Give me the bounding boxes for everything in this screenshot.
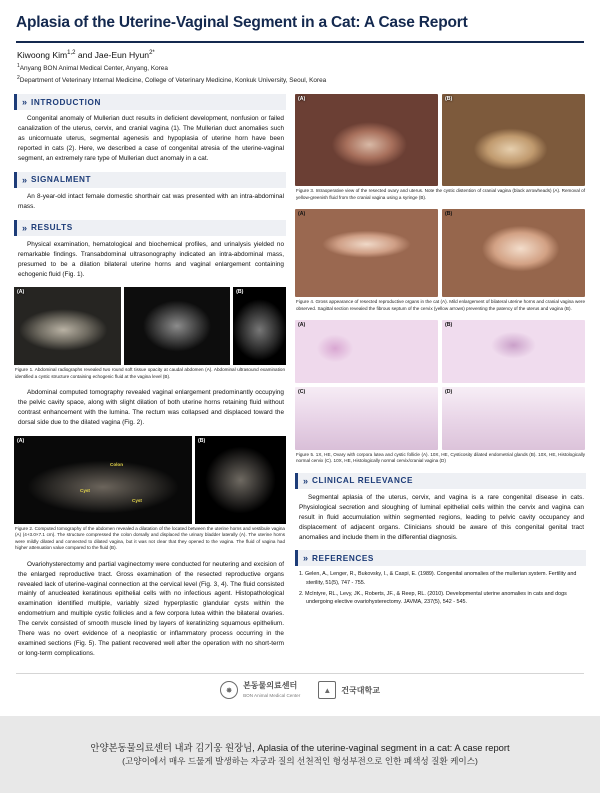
section-title-results: RESULTS: [31, 223, 73, 233]
results-paragraph-1: Physical examination, hematological and biochemical profiles, and urinalysis yielded no remarkable findings. Transabdominal ultrasonography indicated an intra-abdominal mass, presumed to be a dilation bilateral uterine horns and vaginal enlargement containing echogenic fluid (Fig. 1).: [18, 240, 284, 278]
page-caption-line-2: (고양이에서 매우 드물게 발생하는 자궁과 질의 선천적인 형성부전으로 인한 폐색성 질환 케이스): [122, 756, 478, 767]
affiliation-2-sup: 2: [17, 74, 20, 81]
reference-item: 2. McIntyre, RL., Levy, JK., Roberts, JF., & Reep, RL. (2010). Developmental uterine anomalies in cats and dogs undergoing elective ovariohysterectomy. JAVMA, 237(5), 542 - 545.: [299, 590, 567, 605]
right-column: [295, 94, 586, 667]
figure-2: [14, 436, 286, 524]
chevron-right-icon: »: [303, 553, 308, 564]
figure-5-histology-b: [442, 320, 585, 383]
reference-item: 1. Gelen, A., Lenger, R., Bukovsky, I., & Caspi, E. (1989). Congenital anomalies of the mullerian system. Fertility and sterility, 51(5), 747 - 755.: [299, 571, 577, 586]
figure-4-gross-a: [295, 209, 438, 297]
results-paragraph-3: Ovariohysterectomy and partial vaginectomy were conducted for neutering and excision of the enlarged reproductive tract. Gross examination of the resected reproductive organs revealed lack of uterine-vaginal connection at the cervical level (Fig. 3, 4). The fluid consisted mainly of anucleated keratinous epithelial cells with no infectious agent. Histopathological examination identified multiple, variably sized hyperplastic glandular cysts within the endometrium and multiple cystic follicles and a few corpora lutea within the bilateral ovaries. The cervix consisted of smooth muscle lined by layers of keratinizing squamous epithelium. There was no overt evidence of a neoplastic or inflammatory process occurring in the examined sections (Fig. 5). The patient recovered well after the operation with no short-term or long-term complications.: [18, 560, 284, 657]
figure-3-label-b: (B): [445, 96, 453, 103]
figure-1: [14, 287, 286, 365]
figure-2-ct-sagittal: [14, 436, 192, 524]
signalment-text: An 8-year-old intact female domestic shorthair cat was presented with an intra-abdominal mass.: [18, 192, 284, 210]
figure-4-caption: Figure 4. Gross appearance of resected reproductive organs in the cat (A). Mild enlargement of bilateral uterine horns and cranial vagina were observed. Sagittal section revealed the fibrous septum of the cervix (yellow arrows) preventing the patency of the uterus and vagina (B).: [296, 299, 585, 311]
chevron-right-icon: »: [22, 174, 27, 185]
chevron-right-icon: »: [22, 97, 27, 108]
figure-5-label-b: (B): [445, 322, 453, 329]
clinical-relevance-text: Segmental aplasia of the uterus, cervix, and vagina is a rare congenital disease in cats. Physiological secretion and sloughing of luminal epithelial cells within the cervix and vagina can result in fluid accumulation within segmented regions, leading to pelvic cavity occupancy and displacement of adjacent organs. Clinicians should be aware of this congenital genital tract anomalies and include them in the differential diagnosis.: [299, 493, 584, 541]
logo-bon-animal-medical-center: [220, 681, 300, 699]
figure-4-label-a: (A): [298, 211, 306, 218]
author-1-sup: 1,2: [67, 49, 76, 56]
section-header-references: [295, 550, 586, 566]
figure-2-caption: Figure 2. Computed tomography of the abdomen revealed a dilatation of the located between the uterine horns and vestibule vagina (A) (4+3.0×7.1 cm). The structure compressed the colon dorsally and displaced the urinary bladder laterally (A). The uterine horns were mildly dilated and connected to dilated vagina, but it was not clear that they opened to the vagina. The fluid of vagina had higher attenuation value compared to the fluid (B).: [15, 526, 285, 551]
figure-2-ct-transverse: [195, 436, 286, 524]
page-caption-line-1: 안양본동물의료센터 내과 김기웅 원장님, Aplasia of the uterine-vaginal segment in a cat: A case report: [90, 742, 510, 753]
figure-5: [295, 320, 586, 450]
logo-konkuk-label: 건국대학교: [341, 685, 380, 695]
figure-2-label-a: (A): [17, 438, 25, 445]
chevron-right-icon: »: [303, 475, 308, 486]
paw-icon: ✸: [220, 681, 238, 699]
figure-4-gross-b: [442, 209, 585, 297]
figure-3-caption: Figure 3. Intraoperative view of the resected ovary and uterus. Note the cystic distention of cranial vagina (black arrowheads) (A). Removal of yellow-greenish fluid from the cranial vagina using a syringe (B).: [296, 188, 585, 200]
page-caption-bar: [0, 716, 600, 793]
logo-bon-label: [243, 681, 300, 699]
chevron-right-icon: »: [22, 222, 27, 233]
figure-5-label-c: (C): [298, 389, 306, 396]
results-paragraph-2: Abdominal computed tomography revealed vaginal enlargement predominantly occupying the pelvic cavity space, along with slight dilation of both uterine horns retaining fluid without contrast enhancement with the lumina. The rectum was collapsed and displaced toward the dorsal side due to the dilated vagina (Fig. 2).: [18, 389, 284, 427]
section-header-results: [14, 220, 286, 236]
page-title: Aplasia of the Uterine-Vaginal Segment in a Cat: A Case Report: [16, 14, 468, 31]
section-header-clinical-relevance: [295, 473, 586, 489]
author-1: Kiwoong Kim: [17, 49, 68, 60]
reference-list: [299, 570, 584, 605]
figure-5-histology-c: [295, 387, 438, 450]
author-list: [17, 50, 586, 60]
section-title-introduction: INTRODUCTION: [31, 97, 101, 107]
figure-5-label-d: (D): [445, 389, 453, 396]
figure-1-ultrasound: [233, 287, 286, 365]
affiliation-1-text: Anyang BON Animal Medical Center, Anyang, Korea: [19, 64, 168, 72]
figure-1-radiograph-lateral: [14, 287, 121, 365]
figure-1-label-a: (A): [17, 289, 25, 296]
footer-logos: [16, 673, 584, 703]
section-title-clinical-relevance: CLINICAL RELEVANCE: [312, 476, 414, 486]
affiliation-1: [17, 63, 586, 74]
figure-3-label-a: (A): [298, 96, 306, 103]
section-title-signalment: SIGNALMENT: [31, 175, 92, 185]
shield-icon: ▲: [318, 681, 336, 699]
figure-1-caption: Figure 1. Abdominal radiographs revealed two round soft tissue opacity at caudal abdomen (A). Abdominal ultrasound examination identified a cystic structure containing echogenic fluid at the vagina level (B).: [15, 367, 285, 379]
affiliation-1-sup: 1: [17, 62, 20, 69]
section-header-signalment: [14, 172, 286, 188]
logo-bon-korean: 본동물의료센터: [243, 680, 298, 690]
figure-5-caption: Figure 5. 1X, HE, Ovary with corpora lutea and cystic follicle (A). 10X, HE, Cysticosity dilated endometrial glands (B). 10X, HE, Histologically normal cervix (C). 10X, HE, Histologically normal cervix/cranial vagina (D): [296, 452, 585, 464]
section-header-introduction: [14, 94, 286, 110]
introduction-text: Congenital anomaly of Mullerian duct results in deficient development, nonfusion or failed canalization of the uterus, cervix, and cranial vagina (1). The Mullerian duct anomalies such as unicornuate uterus, segmental agenesis and hypoplasia of uterine horn have been reported in cats (2). Here, we described a case of congenital atresia of the uterine-vaginal segment, an extremely rare type of Mullerian duct anomaly in a cat.: [18, 115, 284, 163]
figure-3-intraoperative-a: [295, 94, 438, 186]
figure-5-label-a: (A): [298, 322, 306, 329]
figure-2-annotation-colon: Colon: [110, 462, 124, 468]
figure-5-histology-d: [442, 387, 585, 450]
affiliation-2-text: Department of Veterinary Internal Medicine, College of Veterinary Medicine, Konkuk University, Seoul, Korea: [19, 76, 327, 84]
figure-1-label-b: (B): [236, 289, 244, 296]
figure-4-label-b: (B): [445, 211, 453, 218]
left-column: [14, 94, 286, 667]
figure-3-intraoperative-b: [442, 94, 585, 186]
figure-5-histology-a: [295, 320, 438, 383]
section-title-references: REFERENCES: [312, 553, 374, 563]
title-divider: [16, 41, 584, 43]
figure-3: [295, 94, 586, 186]
author-conjunction: and Jae-Eun Hyun: [75, 49, 150, 60]
author-2-sup: 2*: [149, 49, 155, 56]
logo-konkuk-university: [318, 681, 380, 699]
logo-bon-english: BON Animal Medical Center: [243, 693, 301, 699]
figure-4: [295, 209, 586, 297]
figure-1-radiograph-vd: [124, 287, 231, 365]
poster-columns: [14, 94, 586, 667]
figure-2-annotation-cyst-1: Cyst: [80, 488, 90, 494]
affiliation-2: [17, 75, 586, 86]
figure-2-annotation-cyst-2: Cyst: [132, 498, 142, 504]
figure-2-label-b: (B): [198, 438, 206, 445]
